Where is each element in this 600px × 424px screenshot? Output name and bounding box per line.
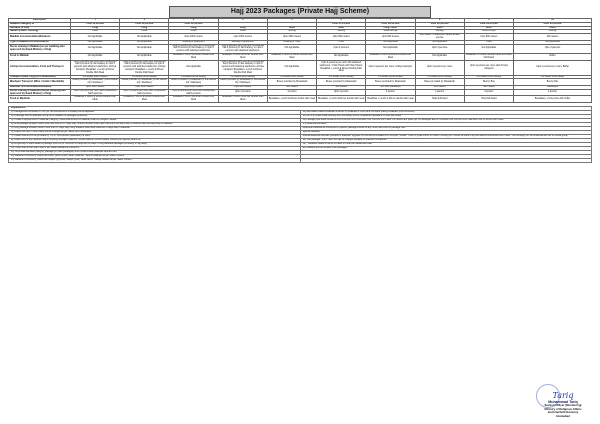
explanation-note: 15) All PLS (Green-road entering with first dollar) will be considered equivalent to hotel half board. (300, 114, 592, 118)
table-cell: Breakfast + Lunch & Dinner double dish meal (317, 96, 366, 103)
signature-scrawl: Tariq (552, 390, 574, 400)
table-cell: 4 person (464, 89, 513, 96)
explanation-note: 16) Package cost does include at PKR 250,000 from hotel and PKR 330,000 from hotel. For above and plans per hill packages add to, includes PKR 383,000 from mali and PKR 2793,000 from hotel. (300, 118, 592, 122)
row-label: Duration of stay (9, 26, 71, 30)
table-cell: Breakfast + Lunch & Dinner Double Dish Meal (218, 53, 267, 60)
table-cell: Long / Short (366, 26, 415, 30)
table-cell: Not Applicable (71, 34, 120, 41)
row-label: Madinah Accommodation/Distance (9, 85, 71, 89)
table-cell: Breakfast + 2 times five dish buffet (514, 96, 592, 103)
table-cell: Not Applicable (120, 40, 169, 44)
table-cell: Not Applicable (366, 40, 415, 44)
table-cell: Upto 6 persons per room with conditioned hall 8 persons (in flat shapes) or upto 6 persons with attached washroom; Aziziya transport; Breakfast + Lunch & Dinner Double Dish Meal (218, 60, 267, 75)
explanation-note: 20) Catalum will be included in all packages. (300, 146, 592, 150)
explanation-note: 19) * Distance means in terms of travel of Hotel with details are wise. (300, 142, 592, 146)
table-cell: Upto 1500 meters (267, 34, 316, 41)
explanation-note: 10) Three Star & Five Star Hotel in per Saudi standard & Tourism's. (9, 146, 301, 150)
table-cell: Buffet (514, 53, 592, 60)
explanation-note: 9) Aziziya stay in trace detail kit package must be for minimum 10 days and 10 days in long standard packages (including 9 Hajj days). (9, 142, 301, 146)
table-row (9, 44, 592, 53)
table-cell: Upto 4 person (317, 89, 366, 96)
table-cell: Not Applicable (120, 44, 169, 53)
table-cell: 4 person (415, 89, 464, 96)
row-label: Food in Makkah (9, 53, 71, 60)
table-cell: Fixed (218, 30, 267, 34)
column-header-package-9: 9 (464, 19, 513, 23)
row-label: Aziziya Accommodation, Food and Transport (9, 60, 71, 75)
table-cell: Markaziya (514, 85, 592, 89)
table-row (9, 79, 592, 86)
document-title: Hajj 2023 Packages (Private Hajj Scheme) (169, 6, 431, 18)
table-cell: Upto 4 persons per room with Aziziya transport (464, 60, 513, 75)
explanation-note: 1) Packages are exclusive of TFB (10 Tax exclusions or increase) will be adjusted. (9, 110, 301, 114)
packages-table (8, 18, 592, 103)
row-label: Food in Madinah (9, 96, 71, 103)
table-cell: 4 person (366, 89, 415, 96)
table-row (9, 89, 592, 96)
explanation-note: Additional Facilities as mentioned in specific package should be any more than 2009 of package cost. (300, 126, 592, 130)
table-cell: Pvt Buses 2018 Model (514, 75, 592, 79)
table-cell: PKR 11,65,000 (71, 22, 120, 26)
table-cell: Upto 500 meters (366, 34, 415, 41)
table-cell: Pvt Buses (2018 Model) (317, 75, 366, 79)
explanation-note: 18) Tour package: 1 & 2. SAR 900 will be charged because of Madinah to Madinah. (300, 138, 592, 142)
explanation-note: 17) Additional Facilities: (300, 122, 592, 126)
table-cell: Not Applicable (366, 44, 415, 53)
row-label: Transport (Inter City) (All Conditioned) (9, 75, 71, 79)
explanation-note: Special Facilities (300, 130, 592, 134)
row-label: Room sharing in Makkah (as per building plan approved by Saudi Ministry of Haj) (9, 44, 71, 53)
table-cell: Upto 6 persons per room with conditioned hall 8 persons (in flat shapes) or upto 6 persons with attached washroom; Aziziya transport; Breakfast + Lunch & Dinner Double Dish Meal (120, 60, 169, 75)
table-cell: Not Applicable (415, 40, 464, 44)
column-header-package-1: 1 (71, 19, 120, 23)
document-sheet (8, 6, 592, 163)
table-cell: Pvt Buses (2018 Model) (169, 75, 218, 79)
signatory-org: Ministry of Religious Affairs (544, 406, 582, 411)
table-cell: Bus by Bus (514, 79, 592, 86)
table-cell: Long (71, 26, 120, 30)
table-cell: Breakfast + 2 times five dish buffet & 2 times half board (466, 53, 512, 59)
table-cell: Fixed Aziziya (366, 30, 415, 34)
table-cell: Short (514, 26, 592, 30)
table-cell: Buses provided by Moassisah (317, 79, 366, 86)
table-row (9, 96, 592, 103)
row-label: Makkah Accommodation/Distance (9, 34, 71, 41)
table-cell: Fixed (71, 30, 120, 34)
table-cell: Not Applicable (415, 53, 464, 60)
table-cell: Short (464, 26, 513, 30)
table-cell: Pvt Buses (2018 Model) (464, 75, 513, 79)
row-label: Nature (Fixed / Shifting) (9, 30, 71, 34)
table-cell: Short (267, 26, 316, 30)
table-cell: Upto 4 persons (218, 89, 267, 96)
table-cell: Not Applicable (71, 53, 120, 60)
table-cell: 300 meters (317, 85, 366, 89)
table-cell: 300 meters (514, 34, 592, 41)
table-cell: Upto 6 persons per room with conditioned hall 8 persons (in flat shapes), or upto 6 persons with attached washroom. (169, 44, 218, 53)
table-cell: PKR 25,00,000 (514, 22, 592, 26)
table-cell: Buses provided by Moassisah (267, 79, 316, 86)
table-cell: Upto 6 persons per room with conditioned hall 8 persons (169, 89, 218, 96)
explanation-note: 5) Long package duration covers more than 37 days stay. Long duration shall have maximum 9 days stay in Madinah. (9, 126, 301, 130)
table-cell: Shifting (415, 30, 464, 34)
table-cell: Buses provided by Moassisah (1 bus double trip / Rashaen) (120, 79, 169, 86)
table-cell: Not Applicable (120, 53, 169, 60)
table-cell: Not Applicable (169, 60, 218, 75)
explanation-note: 3) In case of appointment of Madinah category, differential amount of Madinah shall be charged / added. (9, 118, 301, 122)
table-cell: Breakfast + Lunch & Dinner double dish meal (267, 96, 316, 103)
table-cell: Upto 500 meters (464, 34, 513, 41)
table-cell: PKR 12,30,000 (120, 22, 169, 26)
table-cell: 500 Mtrs Markaziya (366, 85, 415, 89)
table-cell: Not Applicable (71, 40, 120, 44)
table-row (9, 34, 592, 41)
table-cell: 300 meters (464, 85, 513, 89)
table-cell: Not Applicable (71, 44, 120, 53)
explanation-note: 7) Private vehicle is to be provided by TIC in 7/8/9 person (Mashaeir) for 2023. (9, 134, 301, 138)
table-cell: 4 person (514, 89, 592, 96)
table-row (9, 53, 592, 60)
signatory-designation: Section Officer (Monitoring) (544, 403, 582, 407)
table-cell: 4 person (267, 89, 316, 96)
row-label: Makkah Category B (9, 22, 71, 26)
table-cell: Long (120, 26, 169, 30)
table-cell: Shifting (514, 30, 592, 34)
table-cell: Upto 1000 meters (120, 85, 169, 89)
table-cell: Fixed Aziziya (464, 30, 513, 34)
explanation-note (300, 158, 592, 162)
table-cell: Upto 4 persons per room; Buffet (514, 60, 592, 75)
table-cell: Not Applicable (317, 53, 366, 60)
table-cell: Upto 6 persons per room with conditioned hall 8 persons (71, 89, 120, 96)
table-cell: Upto 6 persons per room with conditioned hall 8 persons (in flat shapes) or upto 6 persons with attached washroom; Aziziya transport; Breakfast + Lunch & Dinner Double Dish Meal (71, 60, 120, 75)
table-cell: Building or Apartment (218, 40, 267, 44)
explanations-heading: Explanations: (9, 106, 592, 110)
table-cell: Short (415, 26, 464, 30)
explanation-note: 14) Rail based means breakfast & dinner or breakfast or lunch and full board (heavy breakfast, lunch & dinner) (300, 110, 592, 114)
explanation-note: 2) A package can be selected from a list or variation of packages published. (9, 114, 301, 118)
table-cell: Breakfast + Lunch & Dinner Double Dish Meal (366, 53, 415, 60)
table-cell: Buses provided by Moassisah (1 bus double trip / Rashaen) (218, 79, 267, 86)
explanations-table (8, 106, 592, 163)
column-header-package-4: 4 (218, 19, 267, 23)
explanation-note: 4) Mina package duration covers less than upto on 17 days stay. Shared duration shall have maximum two days stay in Madinah and two days stay in Madinah. (9, 122, 301, 126)
table-cell: Shifting (317, 30, 366, 34)
table-cell: Upto 1500 meters (71, 85, 120, 89)
column-header-package-7: 7 (366, 19, 415, 23)
table-cell: Upto 4 persons (514, 44, 592, 53)
table-cell: Not Applicable (120, 34, 169, 41)
table-cell: Bus by Bus (464, 79, 513, 86)
table-cell: Breakfast + Lunch & Dinner Double Dish Meal (71, 96, 120, 103)
table-cell: PKR 23,40,000 (464, 22, 513, 26)
signature-block (532, 391, 594, 419)
table-cell: Upto 6 persons per room with conditioned hall 8 persons (in flat shapes), or upto 6 persons with attached washroom. (218, 44, 267, 53)
column-header-package-3: 3 (169, 19, 218, 23)
explanation-note: 11) No private standard category package (in there packages) which shall include Madinah Jannat e ten. (9, 150, 301, 154)
explanation-note: 12) Madinah compulsory means are Direct (Sea, Direct Haram Madinah, Spot at Madinah as per Saudi Tourism. (9, 154, 301, 158)
table-cell: 500 meters (415, 85, 464, 89)
column-header-package-8: 8 (415, 19, 464, 23)
row-label: Room sharing in Madinah (as per building plan approved by Saudi Ministry of Haj) (9, 89, 71, 96)
table-cell: Long (218, 26, 267, 30)
table-cell: PKR 17,25,000 (317, 22, 366, 26)
table-cell: 800 meters / Hotels with Haram shuttle service (415, 34, 464, 41)
explanation-note: 8) Inside room of any distance steps including Mustajar Madinah/ Shuttle Madina/ Shuttle Buses/ Shuttle Bus Special Steam etc. (9, 138, 301, 142)
column-header-package-5: 5 (267, 19, 316, 23)
table-cell: Buses provided by Moassisah (366, 79, 415, 86)
table-cell: Upto 500 meters (317, 34, 366, 41)
table-cell: Short (317, 26, 366, 30)
table-cell: Not Applicable (464, 44, 513, 53)
table-cell: Hotel (317, 40, 366, 44)
table-cell: Breakfast + Lunch & Dinner Double Dish Meal (169, 96, 218, 103)
signatory-city: Islamabad (556, 413, 570, 418)
table-cell: Pvt Buses (2018 Model) (120, 75, 169, 79)
table-cell: Hotel full board (415, 96, 464, 103)
table-cell: Not Applicable (267, 60, 316, 75)
table-cell: Pvt Buses (2018 Model) (71, 75, 120, 79)
table-cell: Upto 4 persons per room (415, 60, 464, 75)
table-cell: Pvt Buses 2018 Model (267, 75, 316, 79)
table-cell: Upto 4 persons (317, 44, 366, 53)
table-cell: Upto 1000 meters (169, 34, 218, 41)
table-cell: Buses provided by Moassisah (1 bus double trip / Rashaen) (71, 79, 120, 86)
table-cell: PKR 22,00,000 (415, 22, 464, 26)
table-cell: Pvt Buses (2018 Model) (218, 75, 267, 79)
table-cell: Upto 4 persons per room; Aziziya transport (366, 60, 415, 75)
table-cell: Upto 6 persons per room with conditioned hall 8 persons (120, 89, 169, 96)
column-header-package-6: 6 (317, 19, 366, 23)
table-cell: Hotel (464, 40, 513, 44)
table-cell: Upto 1500 meters (218, 34, 267, 41)
table-cell: PKR 12,50,000 (169, 22, 218, 26)
table-cell: Breakfast + Lunch & Dinner Double Dish Meal (218, 96, 267, 103)
table-cell: Hotel full board (464, 96, 513, 103)
table-cell: Upto 1000 meters (169, 85, 218, 89)
column-header-package-10: 10 (514, 19, 592, 23)
explanation-row (9, 158, 592, 162)
explanation-note: 13) Madinah compulsory means are Masjid (sghurani, Masjid Quba, Jabal Nazhir, Masjid Nabawi as per Saudi Tourism. (9, 158, 301, 162)
table-cell: Breakfast + Lunch & Dinner Double Dish Meal (169, 53, 218, 60)
table-cell: Upto 4 persons (415, 44, 464, 53)
table-cell: Upto 4 persons per room with attached washroom; 4 Star Hotels with Holy Haram; Breakfast + Lunch & Dinner Double Dish Meal (317, 60, 366, 75)
table-cell: Buses provided by Moassisah (1 bus double trip / Rashaen) (169, 79, 218, 86)
signatory-name: Muhammad Tariq (548, 399, 578, 404)
column-header-package-2: 2 (120, 19, 169, 23)
table-cell: Building or Hotel (267, 40, 316, 44)
table-cell: Shifting (267, 30, 316, 34)
table-cell: Pvt Buses (2018 Model) (415, 75, 464, 79)
table-cell: Building or Apartment (169, 40, 218, 44)
table-cell: PKR 19,45,000 (366, 22, 415, 26)
row-label: Type of Makkah Accommodation (9, 40, 71, 44)
table-cell: Not Applicable (267, 44, 316, 53)
table-cell: 400 meters (267, 85, 316, 89)
table-cell: Breakfast + Lunch & Dinner Double Dish Meal (267, 53, 316, 60)
column-header-description: Description (9, 19, 71, 23)
row-label: Mashaeir Transport (Mina / Arafat / Muzdalifa) (9, 79, 71, 86)
table-cell: Not Applicable (514, 40, 592, 44)
table-cell: Long (169, 26, 218, 30)
table-cell: Fixed (169, 30, 218, 34)
explanation-note: 6) Shared bus farm / tube enable will be charged as per Saudi Govt notification. (9, 130, 301, 134)
signatory-org-line2: and Interfaith Harmony (547, 410, 579, 414)
table-cell: Upto 800 meters (218, 85, 267, 89)
table-cell: Breakfast + Lunch & Dinner Double Dish Meal (120, 96, 169, 103)
table-cell: Pvt Buses (2018 Model) (366, 75, 415, 79)
table-cell: Fixed (120, 30, 169, 34)
table-cell: Buses provided by Moassisah (415, 79, 464, 86)
explanation-note: Special additional facilities provided in Madinah: upgrade of hotel accommodations in Aziziyah, Shuttle, Triple or Quad rooms or hotels / building etc. should be either they are listed at mentioned 2023 hotel. This will apply for the individual and not for whole group. (300, 134, 592, 138)
table-row (9, 60, 592, 75)
table-cell: Breakfast + Lunch & Dinner double dish meal (366, 96, 415, 103)
